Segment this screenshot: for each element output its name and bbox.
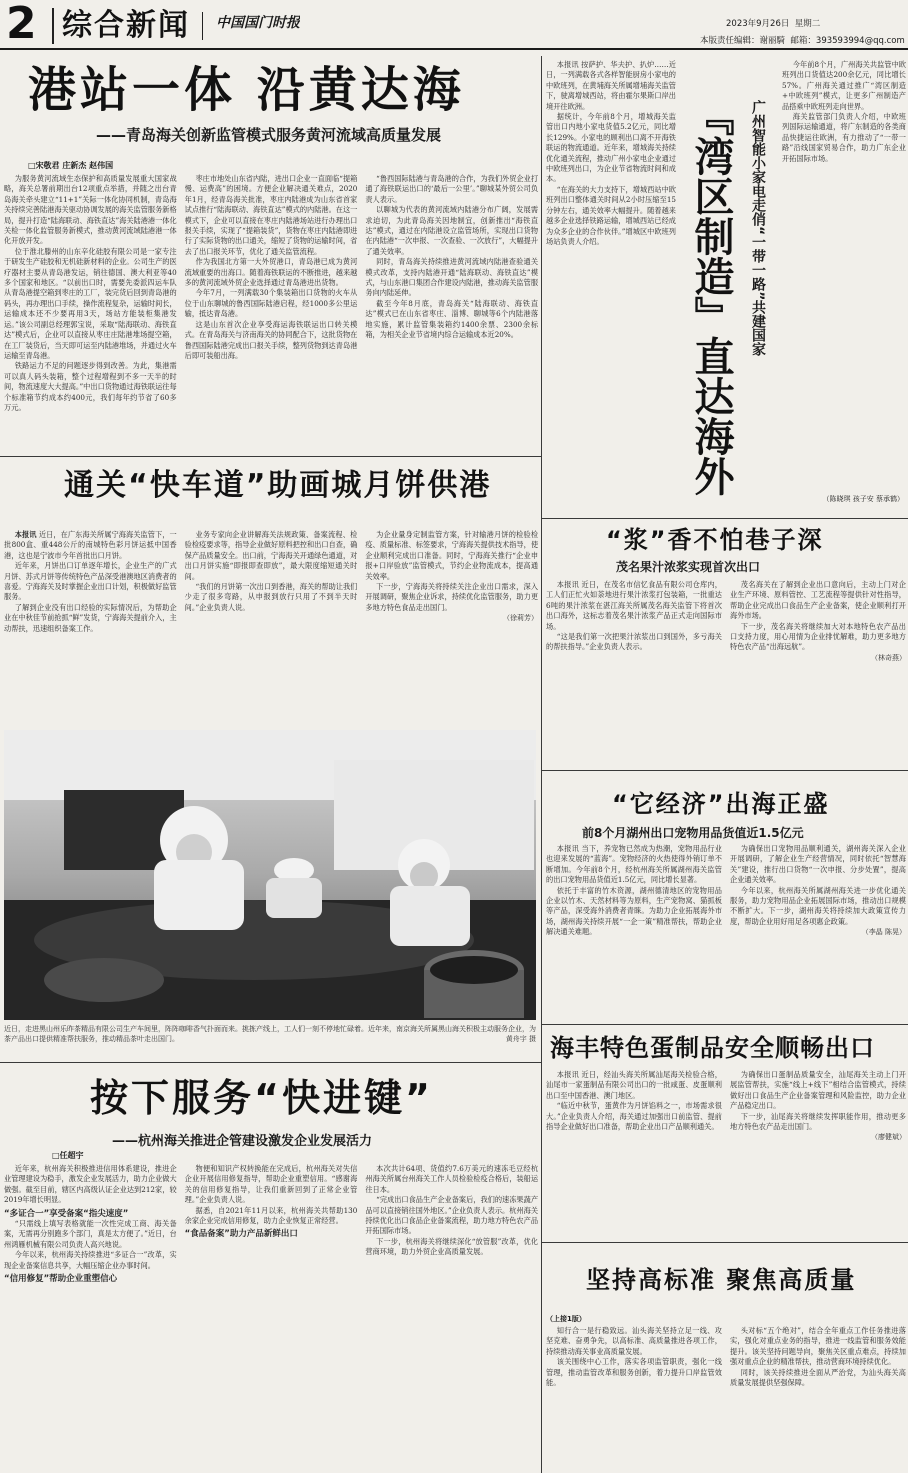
article-mooncake [0, 458, 540, 728]
article7-title: 海丰特色蛋制品安全顺畅出口 [550, 1034, 875, 1062]
article2-vertical-title: 『湾区制造』直达海外 [688, 96, 734, 496]
paragraph: 下一步，宁海海关将持续关注企业出口需求，深入开展调研，聚焦企业诉求，持续优化监管服务，助力更多地方特色食品走出国门。 [365, 582, 538, 612]
article1-title: 港站一体 沿黄达海 [28, 62, 465, 118]
section-title: 综合新闻 [62, 8, 190, 43]
article4-col-1 [546, 580, 722, 766]
paragraph: 本报讯 近日，经汕头海关所属汕尾海关检验合格，汕尾市一家蛋制品有限公司出口的一批咸蛋、皮蛋顺利出口至中国香港、澳门地区。 [546, 1070, 722, 1100]
article-bay-area [546, 56, 908, 516]
email: 邮箱：393593994@qq.com [790, 36, 905, 46]
article6-byline: □任超宇 [52, 1151, 84, 1160]
article4-body [546, 580, 906, 766]
article8-col-1 [546, 1326, 722, 1471]
caption-text: 近日，走进黑山州乐昨茶精品有限公司生产车间里，阵阵咖啡香气扑面而来。挑拣产线上，工人们一刻不停地忙碌着。近年来，南京海关所属黑山海关积极主动服务企业，为茶产品出口提供精准帮扶服务，推动精品茶叶走出国门。 [4, 1025, 536, 1043]
article3-col-3 [365, 530, 538, 726]
article5-col-1 [546, 844, 722, 1020]
paragraph: 为服务黄河流域生态保护和高质量发展重大国家战略，海关总署前期出台12项重点举措，并随之出台青岛海关牵头建立“11+1”关际一体化协同机制，青岛海关持续完善陆港海关驱动协调发展的海关监管服务新格局，提升打造“陆海联动、海铁直达”海关陆港港一体化关检一体化监管服务新模式，推动黄河流域陆港港一体化开放开发。 [4, 174, 177, 246]
paragraph: 今年以来，杭州海关持续推进“多证合一”改革，实现企业备案信息共享，大幅压缩企业办事时间。 [4, 1250, 177, 1270]
article2-signature: （陈晓琪 孩子安 蔡承鹤） [822, 495, 904, 503]
article3-body [4, 530, 538, 726]
paragraph: 这是山东首次企业享受海运海铁联运出口转关模式。在青岛海关与济南海关的协同配合下，这批货物在鲁西国际陆港完成出口报关手续，整列货物到达青岛港后即可装船出海。 [184, 319, 358, 360]
masthead-rule [0, 48, 908, 50]
article-pet-economy [546, 772, 908, 1022]
paragraph: 以聊城为代表的黄河流域内陆港分布广阔，发展需求迫切，为此青岛海关因地制宜，创新推出“海铁直达”模式，通过在内陆港设立监管场所，实现出口货物在内陆港“一次申报、一次查验、一次放行”，大幅提升了通关效率。 [365, 205, 538, 256]
paragraph: 知行合一是行稳致远。汕头海关坚持立足一线、攻坚克难、奋勇争先，以高标准、高质量推进各项工作，持续推动海关事业高质量发展。 [546, 1326, 722, 1356]
paragraph: “只需线上填写表格就能一次性完成工商、海关备案，无需再分别跑多个部门，真是太方便了。”近日，台州鸿雁机械有限公司负责人高兴地说。 [4, 1219, 177, 1249]
paragraph: 物便和知识产权转换能在完成后，杭州海关对失信企业开展信用修复指导，帮助企业重塑信用。“感谢海关的信用修复指导，让我们重新回到了正常企业管理。”企业负责人说。 [184, 1164, 358, 1205]
article1-body [4, 174, 538, 452]
article4-col-2 [730, 580, 906, 766]
paragraph: “鲁西国际陆港与青岛港的合作，为我们外贸企业打通了海铁联运出口的‘最后一公里’。”聊城某外贸公司负责人表示。 [365, 174, 538, 204]
paragraph: 了解到企业没有出口经验的实际情况后，为帮助企业在中秋佳节前抢抓“鲜”发货，宁海海关提前介入，主动帮扶，迅速组织备案工作。 [4, 602, 177, 633]
article1-col-1 [4, 174, 177, 452]
paragraph: 据悉，自2021年11月以来，杭州海关共帮助130余家企业完成信用修复，助力企业恢复正常经营。 [184, 1205, 358, 1226]
paragraph: “我们的月饼第一次出口到香港，海关的帮助让我们少走了很多弯路，从申报到放行只用了不到半天时间。”企业负责人说。 [184, 582, 358, 612]
tea-factory-photo [4, 730, 536, 1020]
article6-col-1 [4, 1164, 177, 1470]
article6-col-2 [185, 1164, 358, 1470]
article4-signature: （林奇燕） [871, 653, 906, 662]
article3-title: 通关“快车道”助画城月饼供港 [64, 468, 492, 503]
paragraph: 茂名海关在了解到企业出口意向后，主动上门对企业生产环境、原料管控、工艺流程等提供针对性指导，帮助企业完成出口食品生产企业备案，使企业顺利打开海外市场。 [730, 580, 906, 621]
paragraph: 为企业量身定制监管方案，针对输港月饼的检验检疫、质量标准、标签要求，宁海海关提供技术指导，使企业顺利完成出口准备。同时，宁海海关推行“企业申报+口岸验放”监管模式，节约企业物流成本，提高通关效率。 [365, 530, 538, 581]
section-rule [541, 1242, 908, 1243]
paragraph: 位于淮北滕州的山东辛化硅胶有限公司是一家专注于研发生产硅胶和无机硅新材料的企业。公司生产的医疗器材主要从青岛港发运，销往德国、澳大利亚等40多个国家和地区。“以前出口时，需要先委派四运车队从青岛港提空箱到枣庄的工厂，装完货后回到青岛港的码头，再办理出口手续，操作流程复杂，运输时间长，运输成本还不少要再用3天，场站方能装柜集港发运。”该公司副总经理郭宝说，采取“陆海联动、海铁直达”模式后，企业可以直接从枣庄庄陆港堆场提空箱，在工厂装货后，当天即可运至内陆港堆场，并通过火车运输至青岛港。 [4, 246, 177, 360]
article-port-station [0, 56, 540, 453]
article6-body [4, 1164, 538, 1470]
paragraph: 下一步，杭州海关将继续深化“放管服”改革，优化营商环境，助力外贸企业高质量发展。 [365, 1236, 538, 1257]
paragraph: 业务专家向企业讲解海关法规政策、备案流程、检验检疫要求等，指导企业做好原料把控和出口自查，确保产品质量安全。出口前，宁海海关开通绿色通道，对出口月饼实施“即报即查即放”，最大限度缩短通关时间。 [184, 530, 358, 581]
article7-col-1 [546, 1070, 722, 1238]
paragraph: 本次共计64项、货值约7.6万美元的速冻毛豆经杭州海关所属台州海关工作人员检验检疫合格后，装船运往日本。 [365, 1164, 538, 1194]
paragraph: 该关围绕中心工作，落实各项监管职责，强化一线管理，推动监管改革和服务创新，着力提升口岸监管效能。 [546, 1357, 722, 1388]
paragraph: “临近中秋节，蛋黄作为月饼馅料之一，市场需求很大。”企业负责人介绍，海关通过加强出口前监管、提前指导企业做好出口准备，帮助企业出口产品顺利通关。 [546, 1101, 722, 1132]
article8-body [546, 1326, 906, 1471]
article2-col-2 [782, 60, 906, 480]
article7-body [546, 1070, 906, 1238]
paragraph: 截至今年8月底，青岛海关“陆海联动、海铁直达”模式已在山东省枣庄、淄博、聊城等6个内陆港落地实施，累计监管集装箱约1400余票、2300余标箱，为相关企业节省境内综合运输成本近20%。 [365, 298, 538, 340]
paragraph: 为确保出口蛋制品质量安全，汕尾海关主动上门开展监管帮扶，实施“线上+线下”相结合监管模式，持续做好出口食品生产企业备案管理和风险监控，助力企业产品稳定出口。 [730, 1070, 906, 1111]
paragraph: 本报讯 按萨护、华夫护、扒炉……近日，一列满载各式各样智能厨房小家电的中欧班列，在黄埔海关所属增埔海关监管下，驶离增城西站，将由霍尔果斯口岸出境开往欧洲。 [546, 60, 676, 111]
article5-col-2 [730, 844, 906, 1020]
masthead-divider [52, 8, 54, 44]
paragraph: 依托于丰富的竹木资源，湖州德清地区的宠物用品企业以竹木、天然材料等为原料，生产宠物窝、猫抓板等产品，深受海外消费者青睐。为助力企业拓展海外市场，湖州海关持续开展“一企一策”精准帮扶，帮助企业解决通关难题。 [546, 885, 722, 937]
section-rule [541, 518, 908, 519]
paragraph: 同时，该关持续推进全面从严治党，为汕头海关高质量发展提供坚强保障。 [730, 1367, 906, 1388]
section-rule [541, 770, 908, 771]
section-rule [541, 1024, 908, 1025]
article8-title: 坚持高标准 聚焦高质量 [586, 1266, 857, 1294]
paragraph: 本报讯 当下，养宠物已然成为热潮，宠物用品行业也迎来发展的“蓝海”。宠物经济的火热使得外销订单不断增加。今年前8个月，经杭州海关所属湖州海关监管的出口宠物用品货值近1.5亿元，同比增长显著。 [546, 844, 722, 885]
article4-title: “浆”香不怕巷子深 [606, 526, 824, 554]
paragraph [4, 530, 177, 561]
photo-caption [4, 1024, 536, 1060]
paragraph: 今年7月，一列满载30个集装箱出口货物的火车从位于山东聊城的鲁西国际陆港启程，经1000多公里运输，抵达青岛港。 [184, 288, 358, 319]
article7-col-2 [730, 1070, 906, 1238]
article-juice [546, 520, 908, 768]
paragraph: 今年前8个月，广州海关共监管中欧班列出口货值达200余亿元，同比增长57%。广州海关通过推广“湾区制造+中欧班列”模式，让更多广州制造产品搭乘中欧班列走向世界。 [782, 60, 906, 111]
article-egg-products [546, 1026, 908, 1240]
paragraph: “在海关的大力支持下，增城西站中欧班列出口整体通关时间从2小时压缩至15分钟左右，通关效率大幅提升。随着越来越多企业选择铁路运输，增城西站已经成为众多企业的合作伙伴。”增城区中欧班列场站负责人介绍。 [546, 184, 676, 246]
byline-tag: 本报讯 [14, 530, 37, 539]
article3-signature: （徐莉芳） [503, 614, 538, 623]
article6-col-3 [365, 1164, 538, 1470]
paragraph: 作为我国北方第一大外贸港口，青岛港已成为黄河流域重要的出海口。随着海铁联运的不断推进，越来越多的黄河流域外贸企业选择通过青岛港进出货物。 [184, 257, 358, 288]
article5-body [546, 844, 906, 1020]
subheading: “多证合一”享受备案“指尖速度” [4, 1208, 129, 1219]
paragraph: 铁路运力不足的问题逐步得到改善。为此，集港需可以真人码头装箱，整个过程增程到不多一天半的时间，物流速度大大提高。”中出口货物通过海铁联运往每个标准箱节约成本约400元，我们每年约节省了60多万元。 [4, 361, 177, 412]
paragraph: 下一步，茂名海关将继续加大对本地特色农产品出口支持力度，用心用情为企业排忧解难，助力更多地方特色农产品“出海远航”。 [730, 621, 906, 652]
section-rule [0, 1062, 541, 1063]
article2-vertical-subtitle: 广州智能小家电走俏“一带一路”共建国家 [750, 100, 766, 357]
subheading: “信用修复”帮助企业重塑信心 [4, 1274, 118, 1285]
paragraph: 今年以来，杭州海关所属湖州海关进一步优化通关服务，助力宠物用品企业拓展国际市场，推动出口规模不断扩大。下一步，湖州海关将持续加大政策宣传力度，帮助企业用好用足各项惠企政策。 [730, 885, 906, 926]
paragraph: 海关监管部门负责人介绍，中欧班列国际运输通道，将广东制造的各类商品快捷运往欧洲，有力推动了“一带一路”沿线国家贸易合作，助力广东企业开拓国际市场。 [782, 112, 906, 163]
paragraph: “完成出口食品生产企业备案后，我们的速冻果蔬产品可以直接销往国外地区。”企业负责人表示。杭州海关持续优化出口食品企业备案流程，助力地方特色农产品开拓国际市场。 [365, 1195, 538, 1236]
weekday: 星期二 [794, 19, 821, 29]
masthead [0, 0, 908, 56]
article4-subtitle: 茂名果汁浓浆实现首次出口 [616, 560, 761, 574]
paragraph: 头对标“五个绝对”，结合全年重点工作任务推进落实，强化对重点业务的指导，推进一线监管和服务效能提升。该关坚持问题导向，聚焦关区重点难点，持续加强对重点企业的精准帮扶，推动营商环境持续优化。 [730, 1326, 906, 1367]
editor-info [700, 34, 905, 46]
article6-title: 按下服务“快进键” [90, 1076, 433, 1120]
article1-col-3 [365, 174, 538, 452]
article5-signature: （李晶 陈晃） [861, 928, 906, 937]
editor: 本版责任编辑：谢丽騎 [700, 36, 786, 46]
paragraph: 枣庄市地处山东省内陆，进出口企业一直面临“提箱慢、运费高”的困境。方便企业解决通关难点，2020年1月，经青岛海关批准，枣庄内陆港成为山东省首家试点推行“陆海联动、海铁直达”模式的内陆港。在这一模式下，企业可以直接在枣庄内陆港场站进行办理出口报关手续，实现了“提箱装货”，货物在枣庄内陆港即进行了实际货物的出口通关，缩短了货物的运输时间，省去了出口报关环节，优化了通关监管流程。 [184, 174, 358, 256]
article5-subtitle: 前8个月湖州出口宠物用品货值近1.5亿元 [582, 826, 804, 840]
article1-byline: □宋敬君 庄新杰 赵伟国 [28, 161, 114, 170]
news-photo [4, 730, 536, 1020]
paragraph: 近年来，杭州海关积极推进信用体系建设，推进企业管理建设为稳手，激发企业发展活力，助力企业做大做强。截至目前，辖区内高级认证企业达到212家，较2019年增长明显。 [4, 1164, 177, 1205]
masthead-divider-2 [202, 12, 203, 40]
article8-col-2 [730, 1326, 906, 1471]
section-rule [0, 456, 541, 457]
photo-credit: 黄舟宇 摄 [505, 1035, 536, 1043]
paragraph: 同时，青岛海关持续推进黄河流域内陆港查验通关模式改革，支持内陆港开通“陆海联动、海铁直达”模式，与山东港口集团合作建设内陆港，推动海关监管服务向内陆延伸。 [365, 257, 538, 298]
article-high-standards [546, 1244, 908, 1473]
paragraph: 据统计，今年前8个月，增城海关监管出口内地小家电货值5.2亿元，同比增长129%。小家电的顾利出口离不开海铁联运的物流通道。近年来，增城海关持续优化通关流程，推动广州小家电企业通过中欧班列出口，为企业节省物流时间和成本。 [546, 112, 676, 184]
article3-col-2 [185, 530, 358, 726]
article-fast-forward [0, 1064, 540, 1473]
paper-name-logo: 中国国门时报 [216, 15, 300, 31]
article5-title: “它经济”出海正盛 [612, 790, 830, 818]
text: 近日，在广东海关所属宁海海关监管下，一批800盒、重448公斤的南城特色彩月饼运抵中国香港，这也是宁波市今年首批出口月饼。 [4, 530, 177, 560]
article1-subtitle: ——青岛海关创新监管模式服务黄河流域高质量发展 [96, 126, 442, 144]
subheading: “食品备案”助力产品新鲜出口 [184, 1229, 298, 1240]
paragraph: 下一步，汕尾海关将继续发挥职能作用，推动更多地方特色农产品走出国门。 [730, 1111, 906, 1132]
date: 2023年9月26日 [726, 19, 790, 29]
paragraph: 为确保出口宠物用品顺利通关，湖州海关深入企业开展调研，了解企业生产经营情况，同时依托“智慧海关”建设，推行出口货物“一次申报、分步处置”，提高企业通关效率。 [730, 844, 906, 885]
article6-subtitle: ——杭州海关推进企管建设激发企业发展活力 [112, 1134, 373, 1149]
article3-col-1 [4, 530, 177, 726]
article7-signature: （廖健斌） [871, 1133, 906, 1142]
column-divider [541, 56, 542, 1473]
paragraph: 本报讯 近日，在茂名市信忆食品有限公司仓库内，工人们正忙火如荼地进行果汁浓浆打包装箱，一批重达6吨的果汁浓浆在湛江海关所属茂名海关监管下将首次出口海外，这标志着茂名果汁浓浆产品正式走向国际市场。 [546, 580, 722, 631]
page-number: 2 [6, 0, 37, 48]
paragraph: 近年来，月饼出口订单逐年增长，企业生产的广式月饼、苏式月饼等传统特色产品深受港澳地区消费者的喜爱。宁海海关及时掌握企业出口计划，积极做好监管服务。 [4, 561, 177, 602]
paragraph: “这是我们第一次把果汁浓浆出口到国外，多亏海关的帮扶指导。”企业负责人表示。 [546, 632, 722, 652]
issue-date [726, 17, 820, 29]
article1-col-2 [185, 174, 358, 452]
article2-col-1 [546, 60, 676, 512]
article8-byline: （上接1版） [546, 1315, 586, 1323]
